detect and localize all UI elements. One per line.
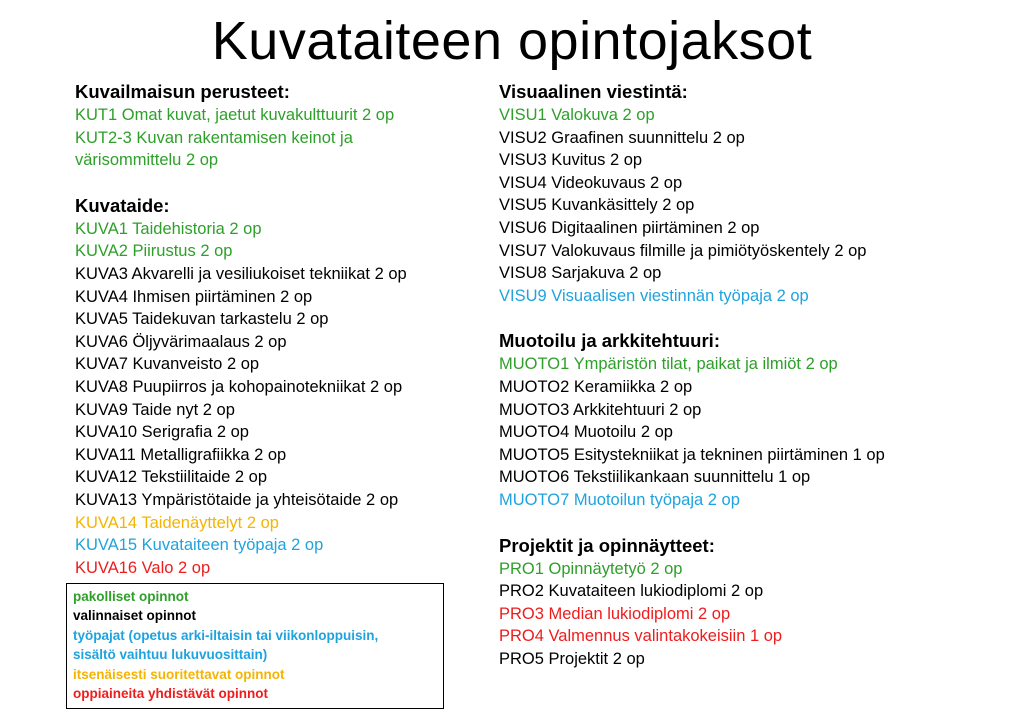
course-item: VISU5 Kuvankäsittely 2 op [499, 196, 695, 215]
course-item: VISU8 Sarjakuva 2 op [499, 264, 662, 283]
course-item: MUOTO2 Keramiikka 2 op [499, 377, 693, 396]
course-item: KUVA10 Serigrafia 2 op [75, 423, 249, 442]
course-item: KUVA15 Kuvataiteen työpaja 2 op [75, 536, 324, 555]
course-item: PRO5 Projektit 2 op [499, 649, 645, 668]
course-item: MUOTO7 Muotoilun työpaja 2 op [499, 490, 740, 509]
course-item: VISU6 Digitaalinen piirtäminen 2 op [499, 218, 760, 237]
section-heading: Kuvailmaisun perusteet: [75, 81, 290, 102]
course-item: VISU1 Valokuva 2 op [499, 106, 655, 124]
course-item: KUVA6 Öljyvärimaalaus 2 op [75, 332, 287, 351]
page-title: Kuvataiteen opintojaksot [211, 11, 813, 71]
legend-item: pakolliset opinnot [73, 589, 189, 604]
course-item: VISU9 Visuaalisen viestinnän työpaja 2 op [499, 286, 809, 305]
course-item: KUVA14 Taidenäyttelyt 2 op [75, 513, 279, 532]
course-item: MUOTO1 Ympäristön tilat, paikat ja ilmiöt 2 op [499, 355, 838, 374]
course-section [75, 81, 505, 172]
legend-item: itsenäisesti suoritettavat opinnot [73, 666, 285, 682]
course-item: KUVA9 Taide nyt 2 op [75, 400, 235, 419]
course-item: KUVA4 Ihmisen piirtäminen 2 op [75, 287, 313, 306]
section-heading: Kuvataide: [75, 194, 170, 216]
legend-item: oppiaineita yhdistävät opinnot [73, 686, 269, 702]
course-item: KUVA5 Taidekuvan tarkastelu 2 op [75, 310, 329, 329]
course-item: värisommittelu 2 op [75, 151, 219, 170]
course-item: MUOTO5 Esitystekniikat ja tekninen piirtäminen 1 op [499, 445, 885, 464]
right-column [499, 81, 979, 670]
course-section [75, 195, 505, 580]
course-item: KUT1 Omat kuvat, jaetut kuvakulttuurit 2 op [75, 106, 395, 124]
course-item: PRO3 Median lukiodiplomi 2 op [499, 604, 731, 623]
course-item: KUVA3 Akvarelli ja vesiliukoiset tekniikat 2 op [75, 264, 407, 283]
course-item: KUVA7 Kuvanveisto 2 op [75, 355, 260, 374]
course-item: VISU3 Kuvitus 2 op [499, 151, 643, 170]
course-section [499, 330, 979, 511]
course-section [499, 81, 979, 307]
legend-item: valinnaiset opinnot [73, 608, 197, 624]
section-spacer [499, 512, 979, 535]
course-item: KUVA12 Tekstiilitaide 2 op [75, 468, 267, 487]
course-item: KUVA16 Valo 2 op [75, 558, 211, 577]
section-heading: Visuaalinen viestintä: [499, 81, 688, 102]
legend-item: työpajat (opetus arki-iltaisin tai viikonloppuisin, [73, 627, 379, 643]
course-item: KUVA13 Ympäristötaide ja yhteisötaide 2 op [75, 490, 399, 509]
course-item: VISU2 Graafinen suunnittelu 2 op [499, 128, 745, 147]
course-item: PRO2 Kuvataiteen lukiodiplomi 2 op [499, 582, 764, 601]
course-item: VISU7 Valokuvaus filmille ja pimiötyöskentely 2 op [499, 241, 867, 260]
course-section [499, 535, 979, 671]
course-item: MUOTO3 Arkkitehtuuri 2 op [499, 400, 702, 419]
section-spacer [75, 172, 505, 195]
course-item: KUVA2 Piirustus 2 op [75, 242, 233, 261]
course-item: MUOTO6 Tekstiilikankaan suunnittelu 1 op [499, 468, 811, 487]
section-heading: Projektit ja opinnäytteet: [499, 534, 715, 556]
course-item: KUT2-3 Kuvan rakentamisen keinot ja [75, 128, 353, 147]
course-item: KUVA11 Metalligrafiikka 2 op [75, 445, 287, 464]
course-item: PRO4 Valmennus valintakokeisiin 1 op [499, 627, 783, 646]
section-spacer [499, 307, 979, 330]
legend-box [66, 583, 444, 709]
legend-item: sisältö vaihtuu lukuvuosittain) [73, 647, 268, 663]
course-item: MUOTO4 Muotoilu 2 op [499, 423, 673, 442]
course-item: KUVA8 Puupiirros ja kohopainotekniikat 2 op [75, 377, 403, 396]
course-item: PRO1 Opinnäytetyö 2 op [499, 559, 683, 578]
course-item: VISU4 Videokuvaus 2 op [499, 173, 683, 192]
left-column [75, 81, 505, 579]
section-heading: Muotoilu ja arkkitehtuuri: [499, 330, 720, 352]
course-item: KUVA1 Taidehistoria 2 op [75, 219, 262, 238]
